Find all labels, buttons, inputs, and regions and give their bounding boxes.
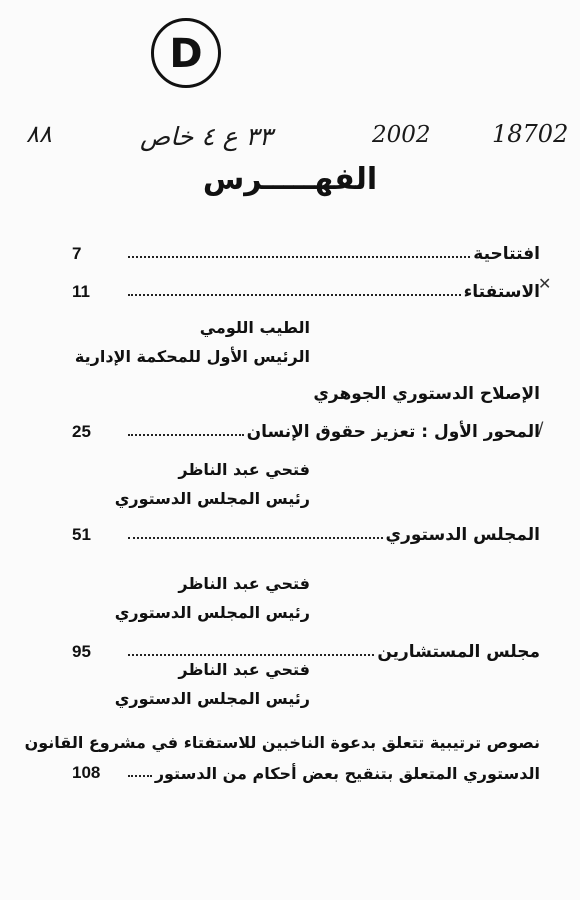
toc-entry: [72, 238, 540, 264]
author-block: [75, 318, 310, 366]
author-name: فتحي عبد الناظر: [178, 460, 310, 479]
author-role: رئيس المجلس الدستوري: [114, 689, 310, 708]
author-role: رئيس المجلس الدستوري: [114, 489, 310, 508]
handwritten-left-number: ٨٨: [26, 120, 52, 148]
author-name: فتحي عبد الناظر: [178, 574, 310, 593]
toc-entry-page: 7: [72, 244, 82, 263]
author-name: الطيب اللومي: [199, 318, 310, 337]
toc-entry: [72, 276, 540, 302]
toc-entry-title: مجلس المستشارين: [377, 642, 540, 662]
pencil-mark: /: [538, 418, 544, 437]
page-title: الفهـــــرس: [202, 162, 378, 197]
toc-entry-page: 108: [72, 763, 101, 782]
toc-entry-page: 51: [72, 525, 91, 544]
author-role: الرئيس الأول للمحكمة الإدارية: [74, 347, 310, 366]
toc-entry: [72, 416, 540, 442]
toc-entry: [72, 636, 540, 662]
dot-leader: [128, 654, 374, 656]
dot-leader: [128, 537, 383, 539]
toc-entry-title-line2: الدستوري المتعلق بتنقيح بعض أحكام من الدستور: [154, 764, 540, 783]
toc-entry-page: 95: [72, 642, 91, 661]
toc-entry-page: 25: [72, 422, 91, 441]
toc-entry-title: المجلس الدستوري: [385, 525, 540, 545]
toc-entry-title: الاستفتاء: [463, 282, 540, 302]
toc-entry-page: 11: [72, 282, 90, 301]
author-block: [115, 660, 310, 708]
toc-entry-title-line1: نصوص ترتيبية تتعلق بدعوة الناخبين للاستفتاء في مشروع القانون: [24, 733, 540, 752]
library-stamp: [151, 18, 221, 88]
handwritten-shelfmark: ٣٣ ع ٤ خاص: [140, 122, 273, 151]
author-role: رئيس المجلس الدستوري: [114, 603, 310, 622]
author-name: فتحي عبد الناظر: [178, 660, 310, 679]
toc-entry-multiline: [24, 733, 540, 783]
toc-entry: [72, 519, 540, 545]
dot-leader: [128, 434, 244, 436]
toc-entry-title: افتتاحية: [473, 244, 540, 264]
dot-leader: [128, 775, 152, 777]
toc-entry-title: المحور الأول : تعزيز حقوق الإنسان: [246, 422, 540, 442]
toc-entry-line2: [72, 763, 540, 783]
dot-leader: [128, 256, 470, 258]
section-heading: الإصلاح الدستوري الجوهري: [313, 384, 540, 404]
stamp-letter: D: [169, 31, 203, 77]
pencil-mark: ✕: [538, 274, 552, 293]
dot-leader: [128, 294, 461, 296]
author-block: [115, 574, 310, 622]
author-block: [115, 460, 310, 508]
handwritten-year: 2002: [372, 122, 431, 148]
handwritten-accession: 18702: [492, 120, 569, 148]
